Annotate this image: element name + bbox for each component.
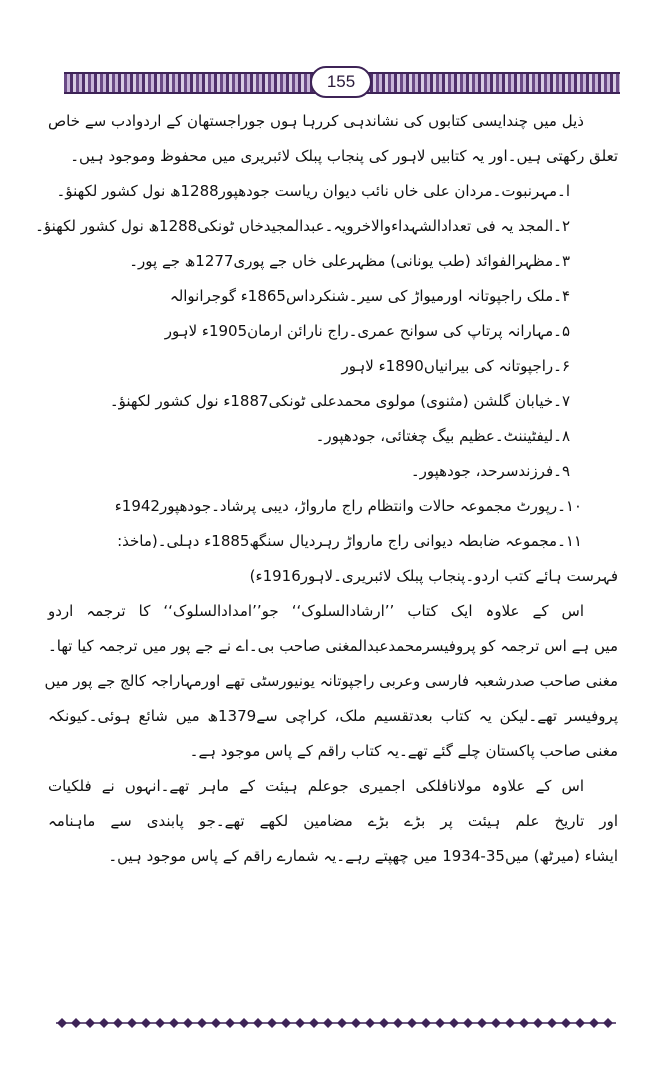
footer-diamond: [505, 1018, 515, 1028]
footer-diamond: [281, 1018, 291, 1028]
footer-diamond: [589, 1018, 599, 1028]
text-line: تعلق رکھتی ہیں۔اور یہ کتابیں لاہور کی پنجاب پبلک لائبریری میں محفوظ وموجود ہیں۔: [70, 147, 618, 165]
text-line: مغنی صاحب صدرشعبہ فارسی وعربی راجپوتانہ یونیورسٹی تھے اورمہاراجہ کالج جے پور میں: [44, 672, 618, 690]
text-line: مغنی صاحب پاکستان چلے گئے تھے۔یہ کتاب راقم کے پاس موجود ہے۔: [189, 742, 618, 760]
footer-diamond: [393, 1018, 403, 1028]
footer-diamond: [463, 1018, 473, 1028]
footer-diamond: [421, 1018, 431, 1028]
page-number-text: 155: [326, 72, 356, 91]
text-line: ۱۱۔مجموعہ ضابطہ دیوانی راج مارواڑ رہردیال سنگھ1885ء دہلی۔(ماخذ:: [117, 532, 582, 550]
text-line: اس کے علاوہ ایک کتاب ’’ارشادالسلوک‘‘ جو’’امدادالسلوک‘‘ کا ترجمہ اردو: [48, 602, 584, 620]
text-line: اور تاریخ علم ہیئت پر بڑے بڑے مضامین لکھے تھے۔جو پابندی سے ماہنامہ: [48, 812, 618, 830]
footer-diamond: [365, 1018, 375, 1028]
footer-diamond: [351, 1018, 361, 1028]
footer-diamond: [449, 1018, 459, 1028]
footer-diamond: [71, 1018, 81, 1028]
text-line: پروفیسر تھے۔لیکن یہ کتاب بعدتقسیم ملک، کراچی سے1379ھ میں شائع ہوئی۔کیونکہ: [48, 707, 618, 725]
footer-diamond: [239, 1018, 249, 1028]
footer-diamond: [267, 1018, 277, 1028]
text-line: ذیل میں چندایسی کتابوں کی نشاندہی کررہا ہوں جوراجستھان کے اردوادب سے خاص: [48, 112, 584, 130]
footer-diamond: [491, 1018, 501, 1028]
footer-diamond: [379, 1018, 389, 1028]
footer-diamond: [197, 1018, 207, 1028]
footer-diamond: [435, 1018, 445, 1028]
footer-diamond: [477, 1018, 487, 1028]
text-line: ۷۔خیابان گلشن (مثنوی) مولوی محمدعلی ٹونکی1887ء نول کشور لکھنؤ۔: [109, 392, 570, 410]
text-line: ۵۔مہارانہ پرتاپ کی سوانح عمری۔راج نارائن ارمان1905ء لاہور: [164, 322, 570, 340]
footer-diamond: [155, 1018, 165, 1028]
footer-diamond: [561, 1018, 571, 1028]
footer-diamond: [85, 1018, 95, 1028]
footer-diamond: [57, 1018, 67, 1028]
footer-diamond: [519, 1018, 529, 1028]
footer-diamond: [113, 1018, 123, 1028]
text-line: ۱۰۔رپورٹ مجموعہ حالات وانتظام راج مارواڑ، دیبی پرشاد۔جودھپور1942ء: [114, 497, 582, 515]
text-line: میں ہے اس ترجمہ کو پروفیسرمحمدعبدالمغنی صاحب بی۔اے نے جے پور میں ترجمہ کیا تھا۔: [48, 637, 618, 655]
page-number: [310, 66, 372, 98]
footer-diamond: [141, 1018, 151, 1028]
text-line: ۸۔لیفٹیننٹ۔عظیم بیگ چغتائی، جودھپور۔: [315, 427, 570, 445]
footer-diamond: [99, 1018, 109, 1028]
footer-diamond: [225, 1018, 235, 1028]
text-line: ۳۔مظہرالفوائد (طب یونانی) مظہرعلی خاں جے پوری1277ھ جے پور۔: [129, 252, 570, 270]
footer-diamond: [575, 1018, 585, 1028]
footer-diamond: [547, 1018, 557, 1028]
footer-diamond: [211, 1018, 221, 1028]
text-line: اس کے علاوہ مولانافلکی اجمیری جوعلم ہیئت کے ماہر تھے۔انہوں نے فلکیات: [48, 777, 584, 795]
footer-diamond: [407, 1018, 417, 1028]
footer-diamond: [253, 1018, 263, 1028]
page-body-text: [35, 104, 618, 874]
text-line: ۴۔ملک راجپوتانہ اورمیواڑ کی سیر۔شنکرداس1865ء گوجرانوالہ: [169, 287, 570, 305]
footer-diamond: [169, 1018, 179, 1028]
footer-diamond: [337, 1018, 347, 1028]
footer-diamond: [603, 1018, 613, 1028]
text-line: ۲۔المجد یہ فی تعدادالشہداءوالاخرویہ۔عبدالمجیدخاں ٹونکی1288ھ نول کشور لکھنؤ۔: [35, 217, 570, 235]
footer-diamond: [309, 1018, 319, 1028]
footer-diamond: [127, 1018, 137, 1028]
text-line: ۹۔فرزندسرحد، جودھپور۔: [410, 462, 570, 480]
footer-diamond: [533, 1018, 543, 1028]
text-line: ۶۔راجپوتانہ کی بیرانیاں1890ء لاہور: [341, 357, 570, 375]
text-line: ایشاء (میرٹھ) میں35-1934 میں چھپتے رہے۔یہ شمارے راقم کے پاس موجود ہیں۔: [108, 847, 618, 865]
footer-ornament: [56, 1017, 616, 1029]
text-line: ا۔مہرنبوت۔مردان علی خاں نائب دیوان ریاست جودھپور1288ھ نول کشور لکھنؤ۔: [56, 182, 570, 200]
footer-diamond: [323, 1018, 333, 1028]
text-line: فہرست ہائے کتب اردو۔پنجاب پبلک لائبریری۔لاہور1916ء): [249, 567, 618, 585]
footer-diamond: [183, 1018, 193, 1028]
footer-diamond: [295, 1018, 305, 1028]
